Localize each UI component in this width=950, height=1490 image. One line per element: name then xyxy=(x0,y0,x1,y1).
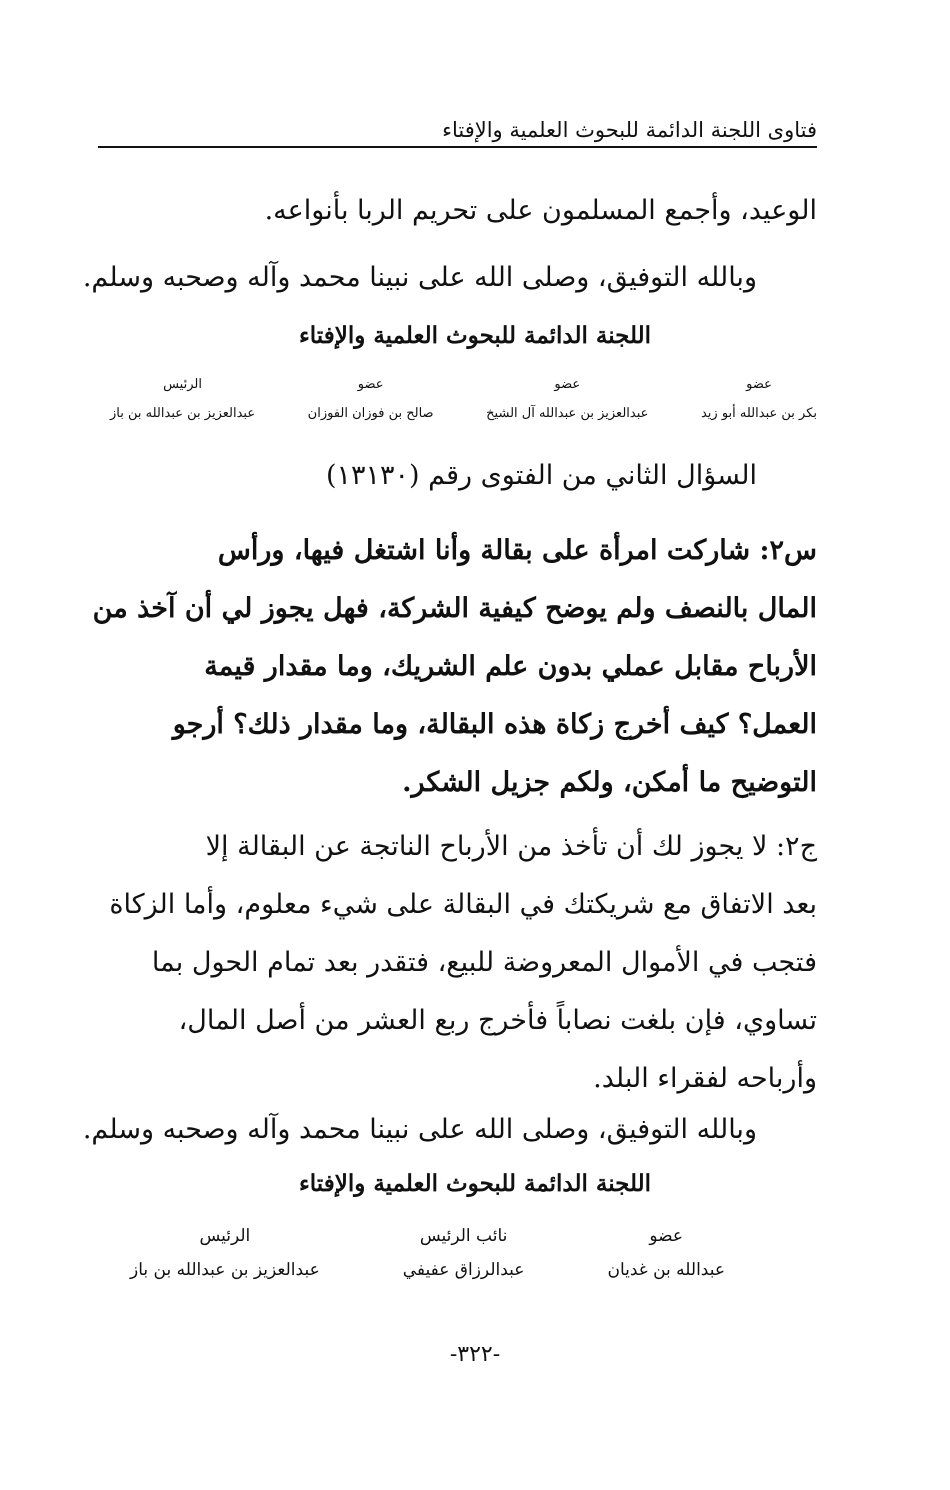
signature-role: عضو xyxy=(554,377,581,392)
signature xyxy=(110,377,255,421)
answer-line: وأرباحه لفقراء البلد. xyxy=(593,1063,817,1094)
page-number: -٣٢٢- xyxy=(449,1342,501,1367)
signature xyxy=(486,377,648,421)
signature-name: عبدالعزيز بن عبدالله بن باز xyxy=(110,406,256,421)
answer-line: فتجب في الأموال المعروضة للبيع، فتقدر بعد تمام الحول بما xyxy=(151,947,817,978)
header-rule xyxy=(98,146,817,148)
question-line: س٢: شاركت امرأة على بقالة وأنا اشتغل فيها، ورأس xyxy=(217,535,817,566)
question-line: الأرباح مقابل عملي بدون علم الشريك، وما مقدار قيمة xyxy=(204,651,817,682)
signatures-first xyxy=(110,377,817,421)
signature-name: بكر بن عبدالله أبو زيد xyxy=(700,406,817,421)
signature-role: عضو xyxy=(649,1226,684,1246)
signature-role: عضو xyxy=(746,377,772,392)
signature-name: عبدالعزيز بن عبدالله بن باز xyxy=(130,1260,320,1280)
header-title: فتاوى اللجنة الدائمة للبحوث العلمية والإفتاء xyxy=(434,118,817,142)
signature-name: صالح بن فوزان الفوزان xyxy=(307,406,434,421)
signature-name: عبدالعزيز بن عبدالله آل الشيخ xyxy=(486,406,649,421)
signature xyxy=(130,1226,320,1280)
closing-prayer: وبالله التوفيق، وصلى الله على نبينا محمد وآله وصحبه وسلم. xyxy=(82,1114,757,1145)
signature xyxy=(607,1226,725,1280)
signature-role: عضو xyxy=(357,377,384,392)
signatures-second xyxy=(130,1226,725,1280)
running-header xyxy=(98,118,817,158)
signature xyxy=(308,377,434,421)
text-line-ruling-end: الوعيد، وأجمع المسلمون على تحريم الربا بأنواعه. xyxy=(264,195,817,226)
committee-name: اللجنة الدائمة للبحوث العلمية والإفتاء xyxy=(298,322,652,349)
question-paragraph xyxy=(92,522,817,812)
question-line: المال بالنصف ولم يوضح كيفية الشركة، فهل يجوز لي أن آخذ من xyxy=(92,593,817,624)
answer-paragraph xyxy=(98,818,817,1108)
question-line: التوضيح ما أمكن، ولكم جزيل الشكر. xyxy=(402,767,817,798)
signature-role: الرئيس xyxy=(199,1226,251,1246)
answer-line: ج٢: لا يجوز لك أن تأخذ من الأرباح الناتجة عن البقالة إلا xyxy=(205,831,817,862)
signature xyxy=(701,377,817,421)
signature-role: نائب الرئيس xyxy=(419,1226,508,1246)
committee-name: اللجنة الدائمة للبحوث العلمية والإفتاء xyxy=(298,1170,652,1197)
signature xyxy=(403,1226,525,1280)
answer-line: بعد الاتفاق مع شريكتك في البقالة على شيء معلوم، وأما الزكاة xyxy=(109,889,817,920)
closing-prayer: وبالله التوفيق، وصلى الله على نبينا محمد وآله وصحبه وسلم. xyxy=(82,262,757,293)
signature-role: الرئيس xyxy=(163,377,202,392)
question-line: العمل؟ كيف أخرج زكاة هذه البقالة، وما مقدار ذلك؟ أرجو xyxy=(172,709,817,740)
signature-name: عبدالرزاق عفيفي xyxy=(402,1260,525,1280)
signature-name: عبدالله بن غديان xyxy=(607,1260,725,1280)
answer-line: تساوي، فإن بلغت نصاباً فأخرج ربع العشر من أصل المال، xyxy=(178,1005,817,1036)
question-title: السؤال الثاني من الفتوى رقم (١٣١٣٠) xyxy=(325,460,757,491)
